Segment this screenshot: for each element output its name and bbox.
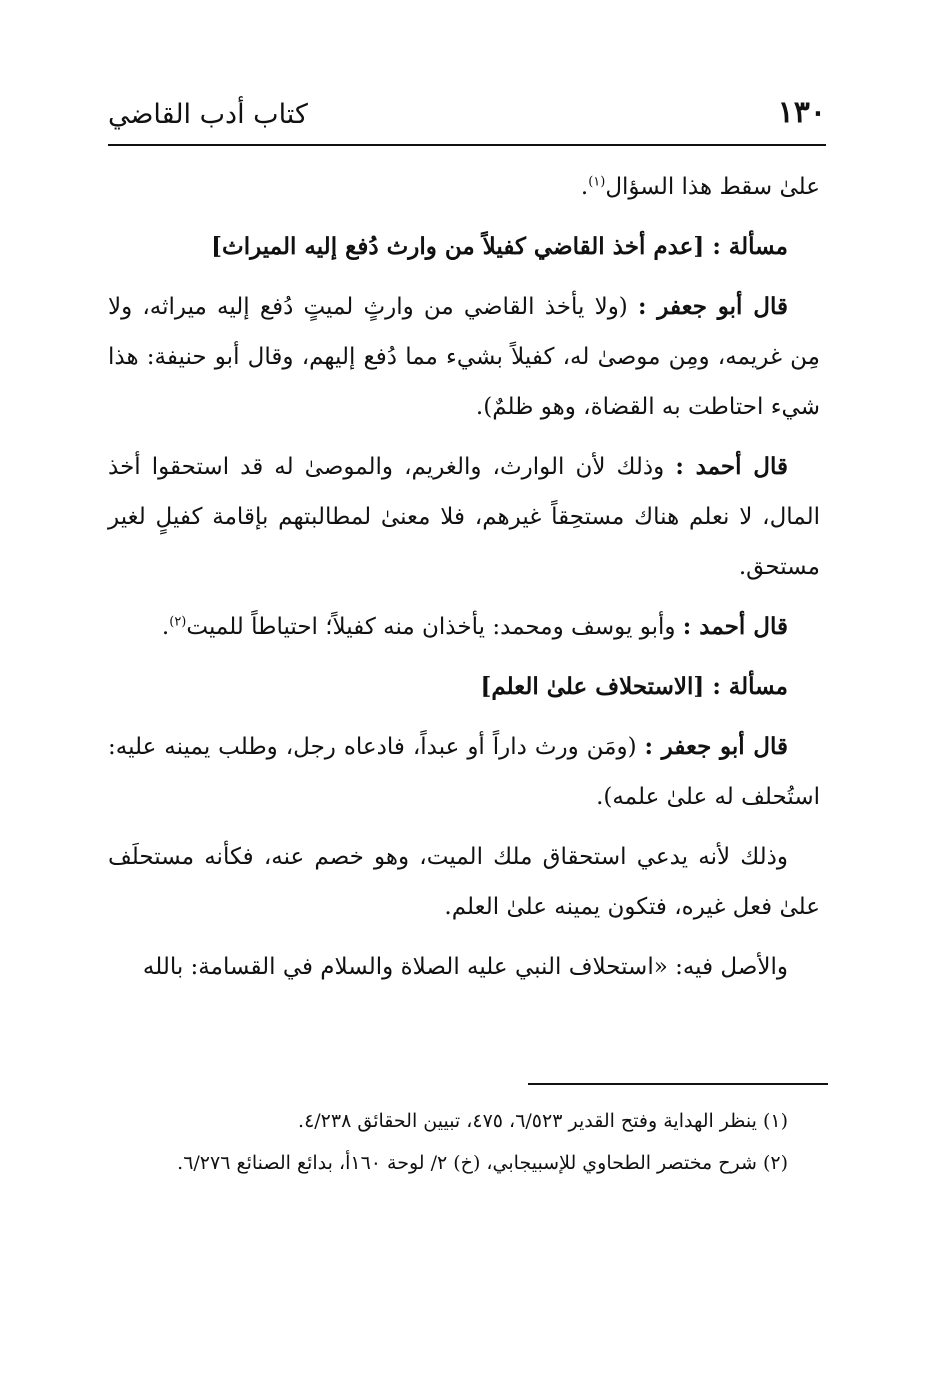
section-heading-guarantor <box>108 222 820 272</box>
paragraph-explanation <box>108 832 820 932</box>
main-text <box>108 162 820 1002</box>
paragraph-ahmad-1 <box>108 442 820 592</box>
speaker-label: قال أبو جعفر : <box>637 293 788 320</box>
paragraph-ahmad-2: قال أحمد : وأبو يوسف ومحمد: يأخذان منه كفيلاً؛ احتياطاً للميت$^{(٢)}$. <box>161 613 788 640</box>
footnote-separator <box>528 1083 828 1085</box>
footnote-1: (١) ينظر الهداية وفتح القدير ٦/٥٢٣، ٤٧٥، تبيين الحقائق ٤/٢٣٨. <box>298 1110 788 1132</box>
page-header <box>108 95 826 139</box>
paragraph-text: (ولا يأخذ القاضي من وارثٍ لميتٍ دُفع إليه ميراثه، ولا مِن غريمه، ومِن موصىٰ له، كفيلاً بشيء مما دُفع إليهم، وقال أبو حنيفة: هذا شيء احتاطت به القضاة، وهو ظلمٌ). <box>108 294 820 420</box>
speaker-label: قال أبو جعفر : <box>644 733 788 760</box>
masala-label: مسألة : <box>712 673 788 700</box>
header-rule <box>108 144 826 146</box>
footnotes <box>108 1100 820 1184</box>
paragraph-text: وذلك لأن الوارث، والغريم، والموصىٰ له قد استحقوا أخذ المال، لا نعلم هناك مستحِقاً غيرهم، فلا معنىٰ لمطالبتهم بإقامة كفيلٍ لغير مستحق. <box>108 454 820 580</box>
paragraph-continuation: علىٰ سقط هذا السؤال$^{(١)}$. <box>580 174 820 200</box>
paragraph-abu-jafar-1 <box>108 282 820 432</box>
speaker-label: قال أحمد : <box>675 453 789 480</box>
masala-label: مسألة : <box>712 233 788 260</box>
footnote-ref-2[interactable]: (٢) <box>169 614 187 630</box>
footnote-ref-1[interactable]: (١) <box>588 174 606 190</box>
speaker-label: قال أحمد : <box>682 613 788 640</box>
paragraph-text: (ومَن ورث داراً أو عبداً، فادعاه رجل، وطلب يمينه عليه: استُحلف له علىٰ علمه). <box>108 734 820 810</box>
section-title: [عدم أخذ القاضي كفيلاً من وارث دُفع إليه الميراث] <box>211 233 705 260</box>
paragraph-origin <box>108 942 820 992</box>
paragraph-text: وأبو يوسف ومحمد: يأخذان منه كفيلاً؛ احتياطاً للميت <box>186 614 676 640</box>
paragraph-text: والأصل فيه: «استحلاف النبي عليه الصلاة والسلام في القسامة: بالله <box>142 954 788 980</box>
paragraph-abu-jafar-2 <box>108 722 820 822</box>
section-heading-oath <box>108 662 820 712</box>
page-number: ١٣٠ <box>777 95 826 130</box>
running-title: كتاب أدب القاضي <box>108 99 308 130</box>
section-title: [الاستحلاف علىٰ العلم] <box>480 673 705 700</box>
footnote-2: (٢) شرح مختصر الطحاوي للإسبيجابي، (خ) ٢/ لوحة ١٦٠أ، بدائع الصنائع ٦/٢٧٦. <box>177 1152 788 1174</box>
paragraph-text: وذلك لأنه يدعي استحقاق ملك الميت، وهو خصم عنه، فكأنه مستحلَف علىٰ فعل غيره، فتكون يمينه علىٰ العلم. <box>108 844 820 920</box>
